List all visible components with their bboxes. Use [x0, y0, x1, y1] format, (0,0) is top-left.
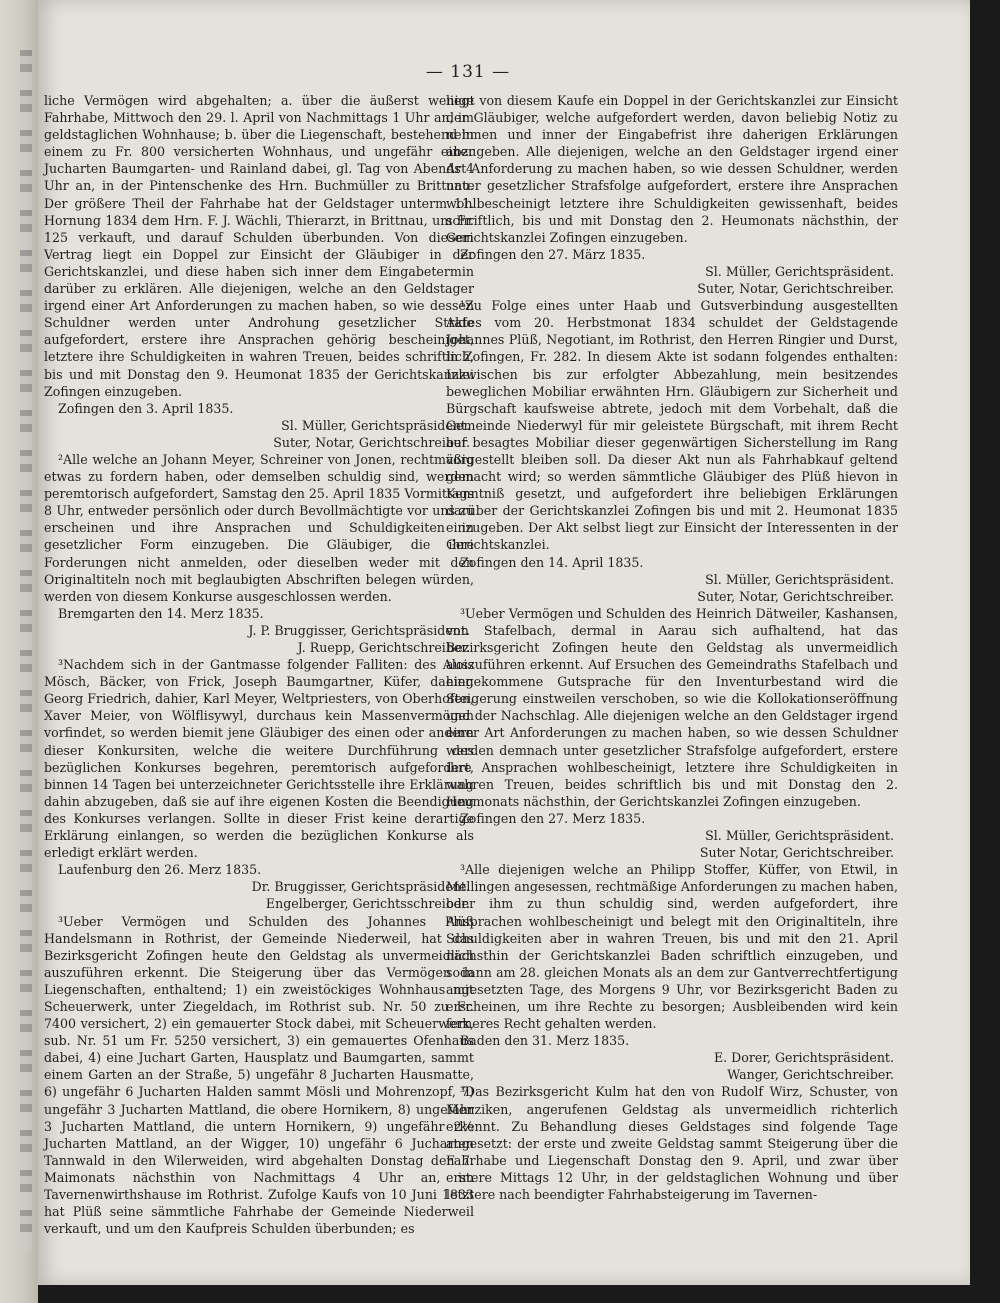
signature-line: Sl. Müller, Gerichtspräsident.: [705, 828, 894, 844]
notice-paragraph: ¹Zu Folge eines unter Haab und Gutsverbindung ausgestellten Aktes vom 20. Herbstmonat 1834 schuldet der Geldstagende Johannes Plüß, Negotiant, im Rothrist, den Herren Ringier und Durst, in Zofingen, Fr. 282. In diesem Akte ist sodann folgendes enthalten: Inzwischen bis zur erfolgter Abbezahlung, mein besitzendes beweglichen Mobiliar erwähnten Hrn. Gläubigern zur Sicherheit und Bürgschaft kaufsweise abtrete, jedoch mit dem Vorbehalt, daß die Gemeinde Niederwyl für mir geleistete Bürgschaft, mit ihrem Recht auf besagtes Mobiliar dieser gegenwärtigen Sicherstellung im Rang vorgestellt bleiben soll. Da dieser Akt nun als Fahrhabkauf geltend gemacht wird; so werden sämmtliche Gläubiger des Plüß hievon in Kenntniß gesetzt, und aufgefordert ihre beliebigen Erklärungen darüber der Gerichtskanzlei Zofingen bis und mit 2. Heumonat 1835 einzugeben. Der Akt selbst liegt zur Einsicht der Interessenten in der Gerichtskanzlei.: [446, 298, 898, 553]
scan-border-bottom: [38, 1285, 1000, 1303]
place-date-line: Laufenburg den 26. Merz 1835.: [58, 862, 262, 878]
place-date-line: Zofingen den 27. Merz 1835.: [460, 810, 646, 826]
place-date-line: Zofingen den 14. April 1835.: [460, 554, 644, 570]
right-column: [446, 92, 898, 1203]
signature-line: Sl. Müller, Gerichtspräsident.: [705, 263, 894, 279]
continued-paragraph: liegt von diesem Kaufe ein Doppel in der Gerichtskanzlei zur Einsicht der Gläubiger, welche aufgefordert werden, davon beliebig Notiz zu nehmen und inner der Eingabefrist ihre daherigen Erklärungen abzugeben. Alle diejenigen, welche an den Geldstager irgend einer Art Anforderung zu machen haben, so wie dessen Schuldner, werden unter gesetzlicher Strafsfolge aufgefordert, erstere ihre Ansprachen wohlbescheinigt letztere ihre Schuldigkeiten gewissenhaft, beides schriftlich, bis und mit Donstag den 2. Heumonats nächsthin, der Gerichtskanzlei Zofingen einzugeben.: [446, 93, 898, 245]
signature-line: Suter, Notar, Gerichtschreiber.: [273, 434, 470, 450]
signature-line: Suter, Notar, Gerichtschreiber.: [697, 281, 894, 297]
signature-line: E. Dorer, Gerichtspräsident.: [713, 1050, 894, 1066]
notice-paragraph: ³Ueber Vermögen und Schulden des Heinrich Dätweiler, Kashansen, von Stafelbach, dermal in Aarau sich aufhaltend, hat das Bezirksgericht Zofingen heute den Geldstag als unvermeidlich auszuführen erkennt. Auf Ersuchen des Gemeindraths Stafelbach und eingekommene Gutsprache für den Inventurbestand wird die Steigerung einstweilen verschoben, so wie die Kollokationseröffnung und der Nachschlag. Alle diejenigen welche an den Geldstager irgend einer Art Anforderungen zu machen haben, so wie dessen Schuldner werden demnach unter gesetzlicher Strafsfolge aufgefordert, erstere ihre Ansprachen wohlbescheinigt, letztere ihre Schuldigkeiten in wahren Treuen, beides schriftlich bis und mit Donstag den 2. Heumonats nächsthin, der Gerichtskanzlei Zofingen einzugeben.: [446, 605, 898, 809]
notice-paragraph: ³Nachdem sich in der Gantmasse folgender Falliten: des Alois Mösch, Bäcker, von Frick, Joseph Baumgartner, Küfer, dahier, Georg Friedrich, dahier, Karl Meyer, Weltpriesters, von Oberhofen, Xaver Meier, von Wölflisywyl, durchaus kein Massenvermögen vorfindet, so werden biemit jene Gläubiger des einen oder andern dieser Konkursiten, welche die weitere Durchführung des bezüglichen Konkurses begehren, peremtorisch aufgefordert, binnen 14 Tagen bei unterzeichneter Gerichtsstelle ihre Erklärung dahin abzugeben, daß sie auf ihre eigenen Kosten die Beendigung des Konkurses verlangen. Sollte in dieser Frist keine derartige Erklärung einlangen, so werden die bezüglichen Konkurse als erledigt erklärt werden.: [44, 657, 474, 861]
signature-line: Sl. Müller, Gerichtspräsident.: [281, 417, 470, 433]
scan-border-right: [970, 0, 1000, 1303]
signature-line: J. P. Bruggisser, Gerichtspräsident.: [248, 622, 470, 638]
place-date-line: Bremgarten den 14. Merz 1835.: [58, 605, 264, 621]
continued-paragraph: liche Vermögen wird abgehalten; a. über die äußerst wenige Fahrhabe, Mittwoch den 29. l. April von Nachmittags 1 Uhr an, im geldstaglichen Wohnhause; b. über die Liegenschaft, bestehend in einem zu Fr. 800 versicherten Wohnhaus, und ungefähr einer Jucharten Baumgarten- und Rainland dabei, gl. Tag von Abends 4 Uhr an, in der Pintenschenke des Hrn. Buchmüller zu Brittnau. Der größere Theil der Fahrhabe hat der Geldstager unterm 11. Hornung 1834 dem Hrn. F. J. Wächli, Thierarzt, in Brittnau, um Fr. 125 verkauft, und darauf Schulden überbunden. Von diesem Vertrag liegt ein Doppel zur Einsicht der Gläubiger in der Gerichtskanzlei, und diese haben sich inner dem Eingabetermin darüber zu erklären. Alle diejenigen, welche an den Geldstager irgend einer Art Anforderungen zu machen haben, so wie dessen Schuldner werden unter Androhung gesetzlicher Strafe aufgefordert, erstere ihre Ansprachen gehörig bescheiniget, letztere ihre Schuldigkeiten in wahren Treuen, beides schriftlich, bis und mit Donstag den 9. Heumonat 1835 der Gerichtskanzlei Zofingen einzugeben.: [44, 93, 474, 399]
notice-paragraph: ³Ueber Vermögen und Schulden des Johannes Plüß Handelsmann in Rothrist, der Gemeinde Niederweil, hat das Bezirksgericht Zofingen heute den Geldstag als unvermeidlich auszuführen erkennt. Die Steigerung über das Vermögen in Liegenschaften, enthaltend; 1) ein zweistöckiges Wohnhaus mit Scheuerwerk, unter Ziegeldach, im Rothrist sub. Nr. 50 zu Fr. 7400 versichert, 2) ein gemauerter Stock dabei, mit Scheuerwerk, sub. Nr. 51 um Fr. 5250 versichert, 3) ein gemauertes Ofenhaus dabei, 4) eine Juchart Garten, Hausplatz und Baumgarten, sammt einem Garten an der Straße, 5) ungefähr 8 Jucharten Hausmatte, 6) ungefähr 6 Jucharten Halden sammt Mösli und Mohrenzopf, 7) ungefähr 3 Jucharten Mattland, die obere Hornikern, 8) ungefähr 3 Jucharten Mattland, die untern Hornikern, 9) ungefähr 2½ Jucharten Mattland, an der Wigger, 10) ungefähr 6 Jucharten Tannwald in den Wilerweiden, wird abgehalten Donstag den 7. Maimonats nächsthin von Nachmittags 4 Uhr an, im Tavernenwirthshause im Rothrist. Zufolge Kaufs von 10 Juni 1833 hat Plüß seine sämmtliche Fahrhabe der Gemeinde Niederweil verkauft, und um den Kaufpreis Schulden überbunden; es: [44, 913, 474, 1237]
signature-line: Sl. Müller, Gerichtspräsident.: [705, 571, 894, 587]
left-column: [44, 92, 474, 1237]
place-date-line: Zofingen den 3. April 1835.: [58, 400, 234, 416]
signature-line: J. Ruepp, Gerichtschreiber.: [297, 640, 470, 655]
notice-paragraph: ³Alle diejenigen welche an Philipp Stoffer, Küffer, von Etwil, in Mellingen angesessen, rechtmäßige Anforderungen zu machen haben, oder ihm zu thun schuldig sind, werden aufgefordert, ihre Ansprachen wohlbescheinigt und belegt mit den Originaltiteln, ihre Schuldigkeiten aber in wahren Treuen, bis und mit den 21. April nächsthin der Gerichtskanzlei Baden schriftlich einzugeben, und sodann am 28. gleichen Monats als an dem zur Gantverrechtfertigung angesetzten Tage, des Morgens 9 Uhr, vor Bezirksgericht Baden zu erscheinen, um ihre Rechte zu besorgen; Ausbleibenden wird kein ferneres Recht gehalten werden.: [446, 862, 898, 1032]
binding-edge: [0, 0, 38, 1303]
signature-line: Suter, Notar, Gerichtschreiber.: [697, 588, 894, 604]
signature-line: Engelberger, Gerichtsschreiber.: [265, 896, 470, 912]
page-number: — 131 —: [425, 62, 511, 82]
signature-line: Dr. Bruggisser, Gerichtspräsident.: [251, 879, 470, 895]
notice-paragraph: ³Das Bezirksgericht Kulm hat den von Rudolf Wirz, Schuster, von Menziken, angerufenen Geldstag als unvermeidlich richterlich erkennt. Zu Behandlung dieses Geldstages sind folgende Tage angesetzt: der erste und zweite Geldstag sammt Steigerung über die Fahrhabe und Liegenschaft Donstag den 9. April, und zwar über erstere Mittags 12 Uhr, in der geldstaglichen Wohnung und über letztere nach beendigter Fahrhabsteigerung im Tavernen-: [446, 1084, 898, 1202]
binding-shadow: [20, 50, 32, 1250]
place-date-line: Zofingen den 27. März 1835.: [460, 246, 646, 262]
signature-line: Wanger, Gerichtschreiber.: [727, 1067, 894, 1083]
notice-paragraph: ²Alle welche an Johann Meyer, Schreiner von Jonen, rechtmäßig etwas zu fordern haben, oder demselben schuldig sind, werden peremtorisch aufgefordert, Samstag den 25. April 1835 Vormittags 8 Uhr, entweder persönlich oder durch Bevollmächtigte vor uns zu erscheinen und ihre Ansprachen und Schuldigkeiten in gesetzlicher Form einzugeben. Die Gläubiger, die ihre Forderungen nicht anmelden, oder dieselben weder mit den Originaltiteln noch mit beglaubigten Abschriften belegen würden, werden von diesem Konkurse ausgeschlossen werden.: [44, 451, 474, 604]
place-date-line: Baden den 31. Merz 1835.: [460, 1033, 630, 1049]
signature-line: Suter Notar, Gerichtschreiber.: [699, 845, 894, 861]
